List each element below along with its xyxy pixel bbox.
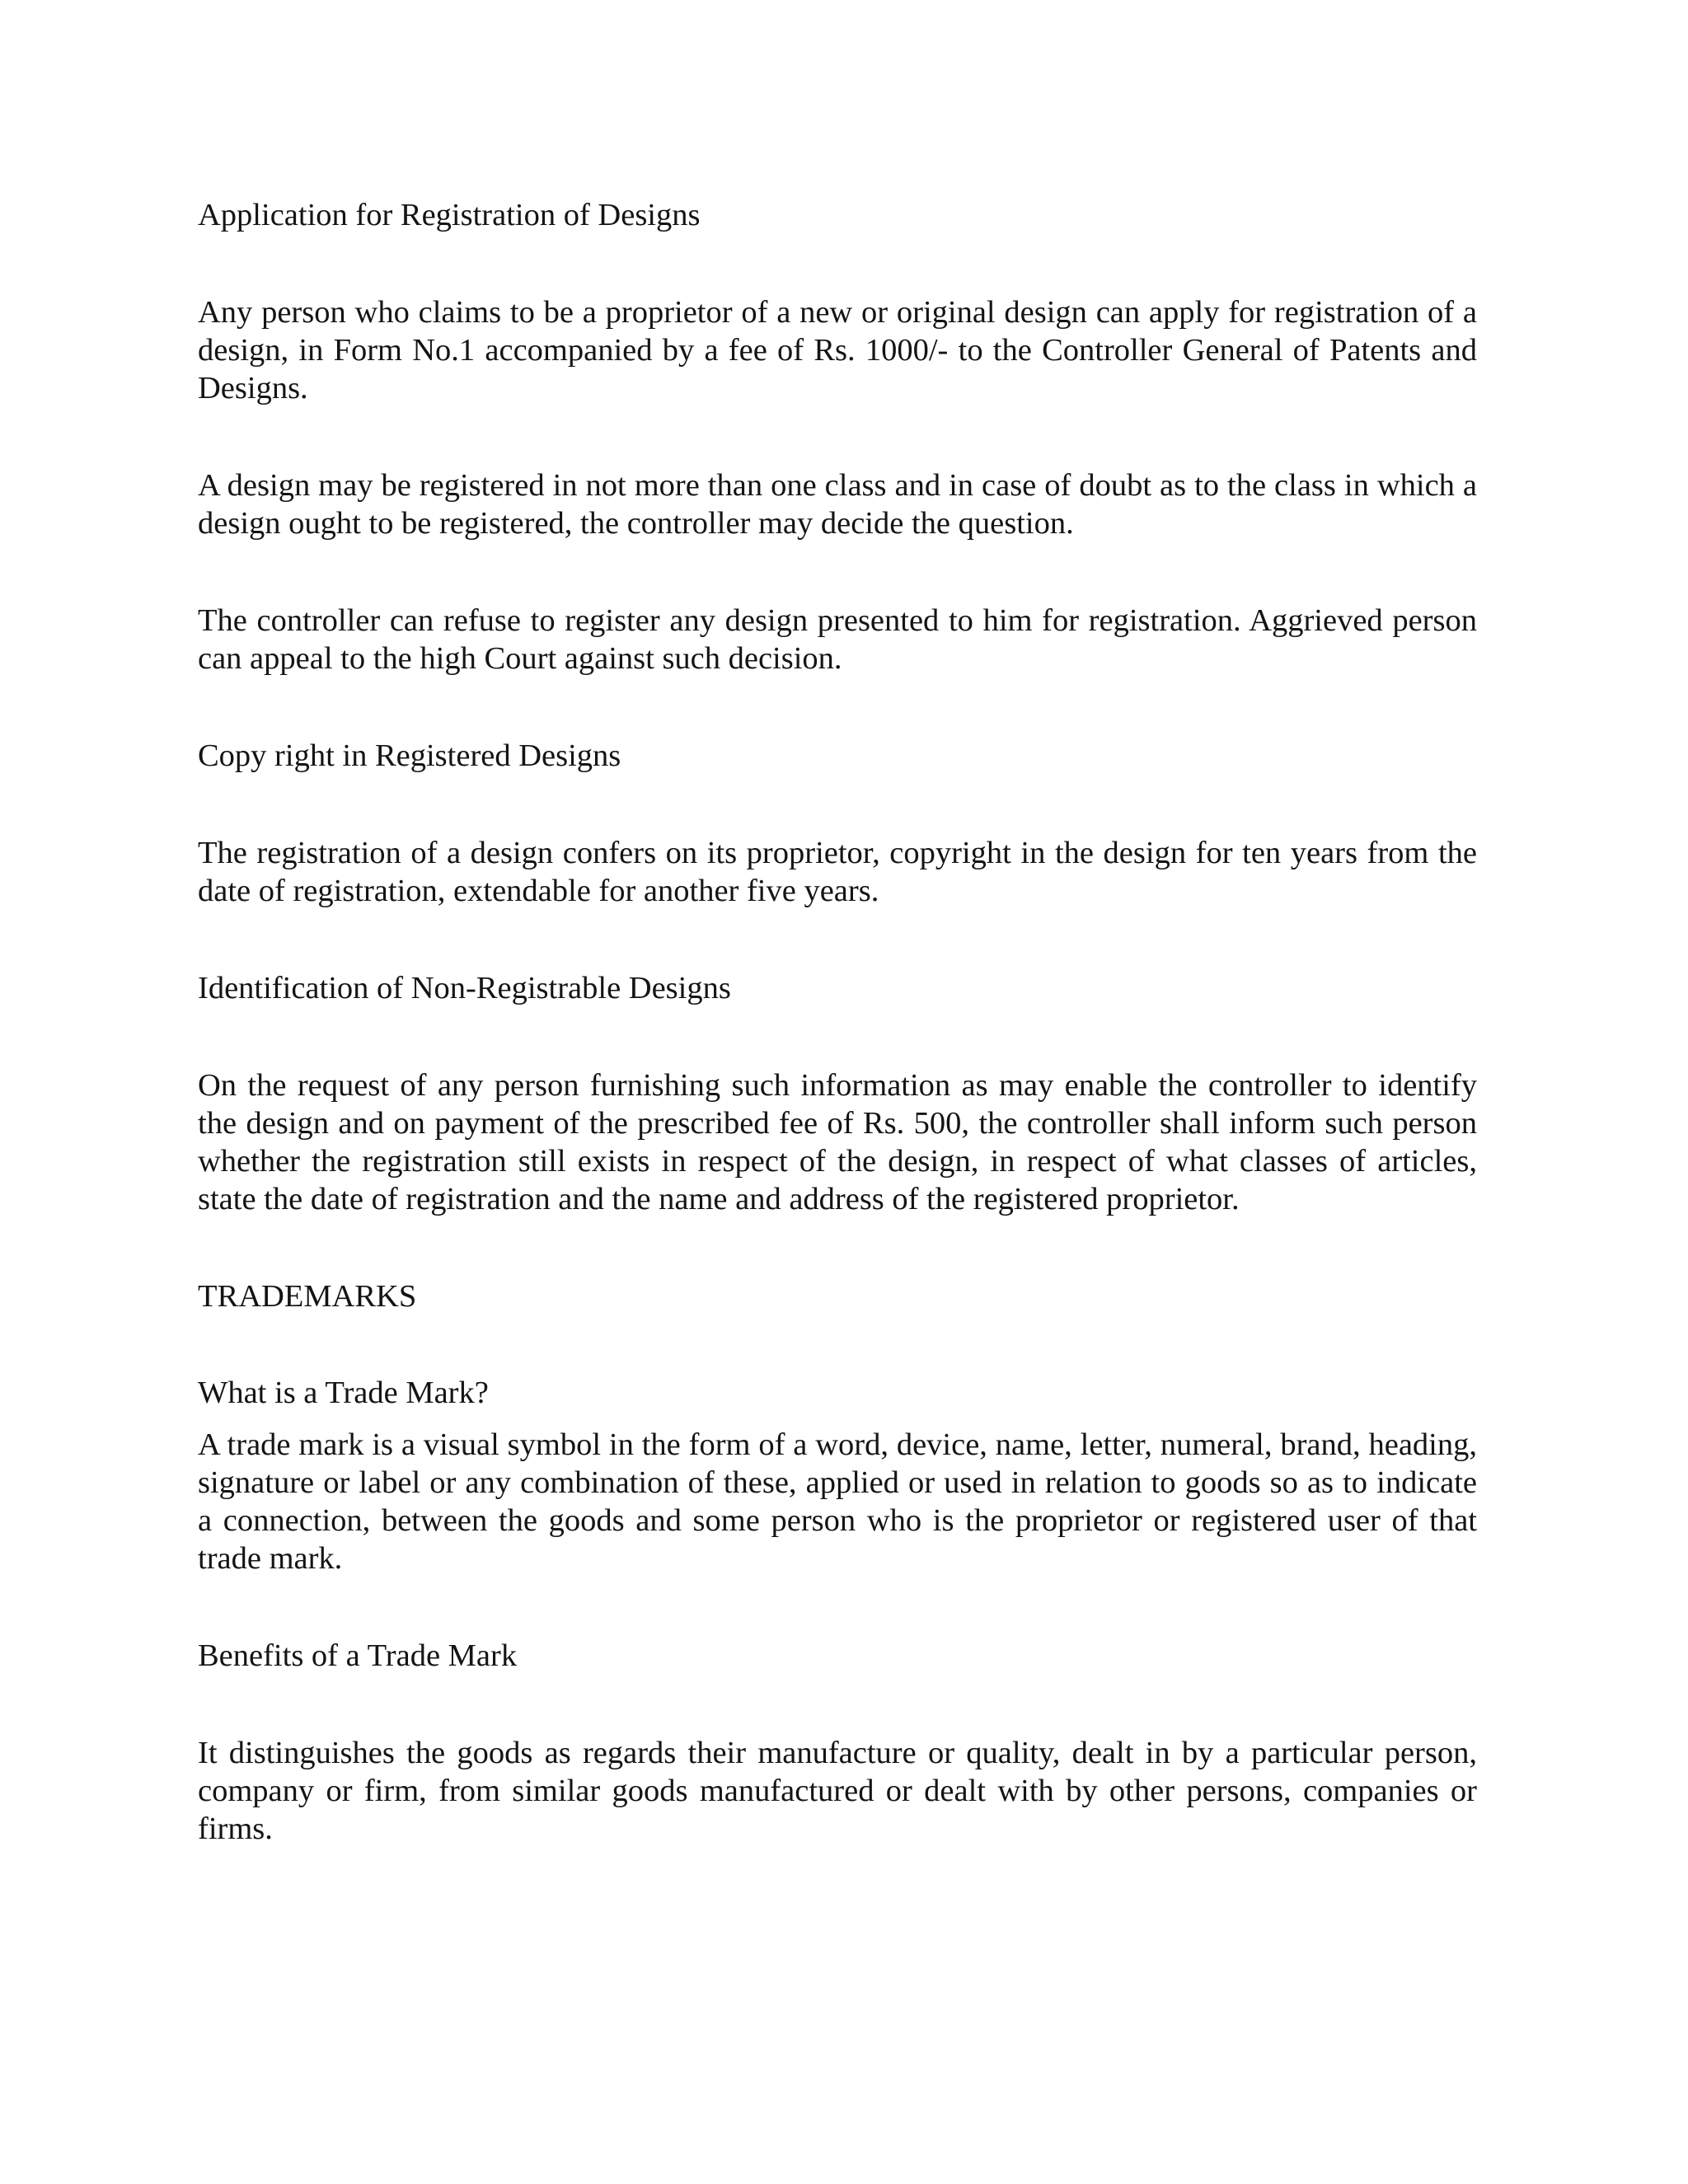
paragraph-controller-refuse: The controller can refuse to register any design presented to him for registration. Aggrieved person can appeal to the high Court against such decision. (198, 603, 1477, 676)
paragraph-design-class: A design may be registered in not more than one class and in case of doubt as to the class in which a design ought to be registered, the controller may decide the question. (198, 468, 1477, 541)
paragraph-copyright-term: The registration of a design confers on its proprietor, copyright in the design for ten years from the date of registration, extendable for another five years. (198, 836, 1477, 908)
paragraph-apply-registration: Any person who claims to be a proprietor of a new or original design can apply for registration of a design, in Form No.1 accompanied by a fee of Rs. 1000/- to the Controller General of Patents and Designs. (198, 295, 1477, 405)
heading-copyright-registered-designs: Copy right in Registered Designs (198, 738, 621, 773)
heading-benefits-trade-mark: Benefits of a Trade Mark (198, 1638, 518, 1673)
paragraph-identification-request: On the request of any person furnishing such information as may enable the controller to identify the design and on payment of the prescribed fee of Rs. 500, the controller shall inform such person whether the registration still exists in respect of the design, in respect of what classes of articles, state the date of registration and the name and address of the registered proprietor. (198, 1068, 1477, 1216)
paragraph-benefits: It distinguishes the goods as regards their manufacture or quality, dealt in by a particular person, company or firm, from similar goods manufactured or dealt with by other persons, companies or firms. (198, 1736, 1477, 1846)
paragraph-trade-mark-definition: A trade mark is a visual symbol in the form of a word, device, name, letter, numeral, brand, heading, signature or label or any combination of these, applied or used in relation to goods so as to indicate a connection, between the goods and some person who is the proprietor or registered user of that trade mark. (198, 1427, 1477, 1576)
heading-what-is-trade-mark: What is a Trade Mark? (198, 1376, 489, 1410)
heading-trademarks: TRADEMARKS (198, 1279, 417, 1314)
heading-identification-non-registrable: Identification of Non-Registrable Designs (198, 971, 731, 1005)
heading-application-registration-designs: Application for Registration of Designs (198, 198, 701, 232)
